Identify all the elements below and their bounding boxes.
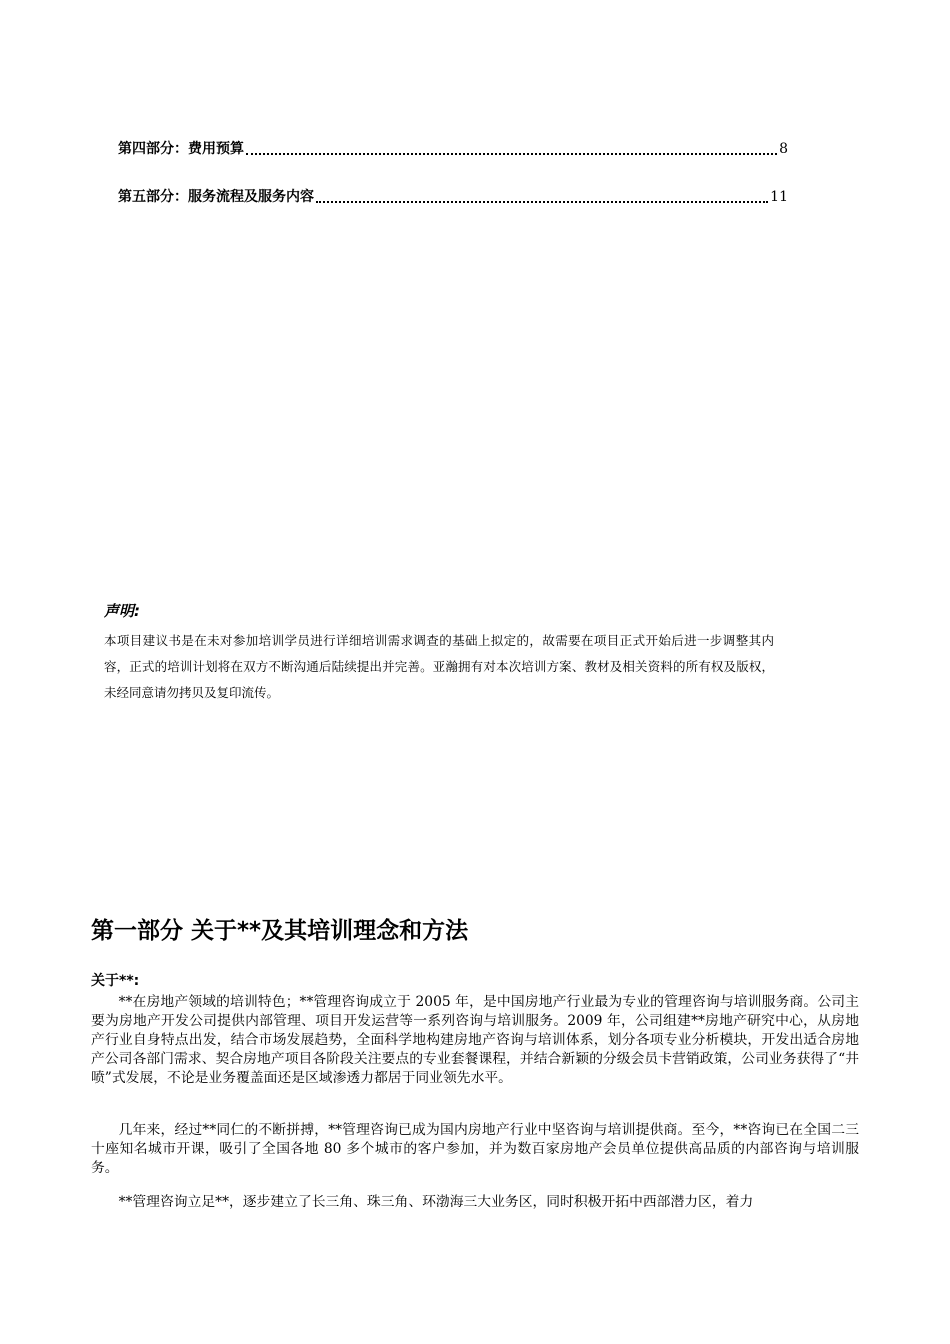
toc-page-number: 8 [779, 141, 788, 157]
toc-dot-leader [246, 143, 777, 155]
declaration-body: 本项目建议书是在未对参加培训学员进行详细培训需求调查的基础上拟定的，故需要在项目正式开始后进一步调整其内容，正式的培训计划将在双方不断沟通后陆续提出并完善。亚瀚拥有对本次培训方案、教材及相关资料的所有权及版权，未经同意请勿拷贝及复印流传。 [104, 633, 774, 700]
toc-page-number: 11 [770, 189, 788, 205]
toc-entry-service-process[interactable] [118, 186, 788, 208]
body-paragraph: **在房地产领域的培训特色；**管理咨询成立于 2005 年，是中国房地产行业最为专业的管理咨询与培训服务商。公司主要为房地产开发公司提供内部管理、项目开发运营等一系列咨询与培训服务。2009 年，公司组建**房地产研究中心，从房地产行业自身特点出发，结合市场发展趋势，全面科学地构建房地产咨询与培训体系，划分各项专业分析模块，开发出适合房地产公司各部门需求、契合房地产项目各阶段关注要点的专业套餐课程，并结合新颖的分级会员卡营销政策，公司业务获得了“井喷”式发展，不论是业务覆盖面还是区域渗透力都居于同业领先水平。 [91, 994, 859, 1086]
body-paragraph: 几年来，经过**同仁的不断拼搏，**管理咨询已成为国内房地产行业中坚咨询与培训提供商。至今，**咨询已在全国二三十座知名城市开课，吸引了全国各地 80 多个城市的客户参加，并为数百家房地产会员单位提供高品质的内部咨询与培训服务。 [91, 1122, 859, 1176]
toc-entry-budget[interactable] [118, 138, 788, 160]
toc-dot-leader [316, 191, 768, 203]
toc-entry-label: 第五部分：服务流程及服务内容 [118, 189, 314, 205]
declaration-title: 声明: [104, 602, 140, 620]
toc-entry-label: 第四部分：费用预算 [118, 141, 244, 157]
about-subheading: 关于**: [91, 973, 140, 989]
body-paragraph: **管理咨询立足**，逐步建立了长三角、珠三角、环渤海三大业务区，同时积极开拓中西部潜力区，着力 [118, 1194, 754, 1210]
section-heading: 第一部分 关于**及其培训理念和方法 [91, 918, 469, 944]
